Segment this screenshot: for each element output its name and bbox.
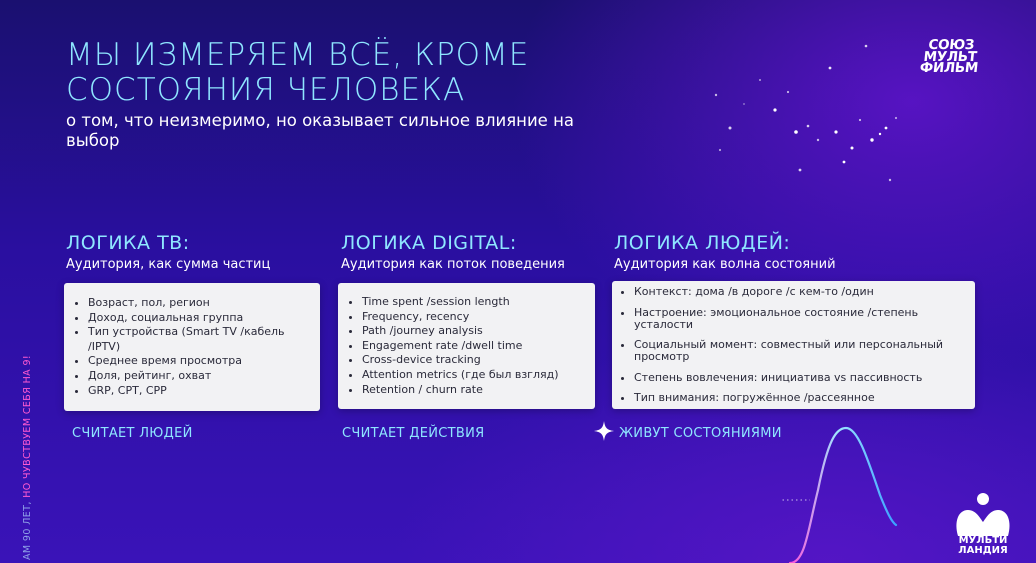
vertical-tagline-b: НО ЧУВСТВУЕМ СЕБЯ НА 9! — [22, 354, 33, 498]
multilandia-logo-text — [948, 536, 1018, 556]
list-item: • Retention / churn rate — [362, 383, 595, 398]
logo-line: ЛАНДИЯ — [958, 545, 1008, 556]
vertical-tagline — [22, 355, 33, 560]
footer-label-people: ЖИВУТ СОСТОЯНИЯМИ — [619, 426, 782, 441]
list-item: • Path /journey analysis — [362, 324, 595, 339]
soyuzmultfilm-logo — [916, 37, 984, 76]
column-subheading-people: Аудитория как волна состояний — [614, 257, 836, 272]
footer-label-digital: СЧИТАЕТ ДЕЙСТВИЯ — [342, 426, 485, 441]
list-item: • Тип внимания: погружённое /рассеянное — [634, 392, 975, 404]
wave-decoration — [780, 420, 920, 563]
vertical-tagline-a: АМ 90 ЛЕТ, — [22, 497, 33, 560]
column-heading-people: ЛОГИКА ЛЮДЕЙ: — [614, 232, 791, 254]
logo-line: МУЛЬТИ — [958, 535, 1008, 546]
card-tv — [64, 283, 320, 411]
list-item: • Доля, рейтинг, охват — [88, 369, 320, 384]
list-item: • GRP, CPT, CPP — [88, 384, 320, 399]
list-item: • Социальный момент: совместный или персональный просмотр — [634, 339, 975, 363]
slide-title: МЫ ИЗМЕРЯЕМ ВСЁ, КРОМЕ СОСТОЯНИЯ ЧЕЛОВЕКА — [66, 37, 530, 108]
column-heading-digital: ЛОГИКА DIGITAL: — [341, 232, 517, 254]
list-item: • Доход, социальная группа — [88, 311, 320, 326]
sparkle-icon — [594, 421, 614, 441]
list-item: • Тип устройства (Smart TV /кабель /IPTV) — [88, 325, 320, 354]
stars-decoration — [700, 40, 910, 190]
list-item: • Возраст, пол, регион — [88, 296, 320, 311]
logo-line: ФИЛЬМ — [918, 60, 979, 76]
card-people — [612, 281, 975, 409]
logo-line: МУЛЬТ — [922, 48, 978, 65]
list-item: • Frequency, recency — [362, 310, 595, 325]
list-item: • Cross-device tracking — [362, 353, 595, 368]
list-item: • Среднее время просмотра — [88, 354, 320, 369]
card-digital — [338, 283, 595, 409]
list-item: • Time spent /session length — [362, 295, 595, 310]
list-item: • Engagement rate /dwell time — [362, 339, 595, 354]
list-item: • Контекст: дома /в дороге /с кем-то /один — [634, 286, 975, 298]
logo-line: СОЮЗ — [927, 37, 975, 53]
footer-label-tv: СЧИТАЕТ ЛЮДЕЙ — [72, 426, 193, 441]
list-item: • Настроение: эмоциональное состояние /степень усталости — [634, 307, 975, 331]
list-item: • Степень вовлечения: инициатива vs пассивность — [634, 372, 975, 384]
slide-subtitle: о том, что неизмеримо, но оказывает сильное влияние на выбор — [66, 111, 574, 150]
column-subheading-digital: Аудитория как поток поведения — [341, 257, 565, 272]
column-heading-tv: ЛОГИКА ТВ: — [66, 232, 190, 254]
list-item: • Attention metrics (где был взгляд) — [362, 368, 595, 383]
column-subheading-tv: Аудитория, как сумма частиц — [66, 257, 271, 272]
multilandia-logo-icon — [948, 492, 1018, 538]
